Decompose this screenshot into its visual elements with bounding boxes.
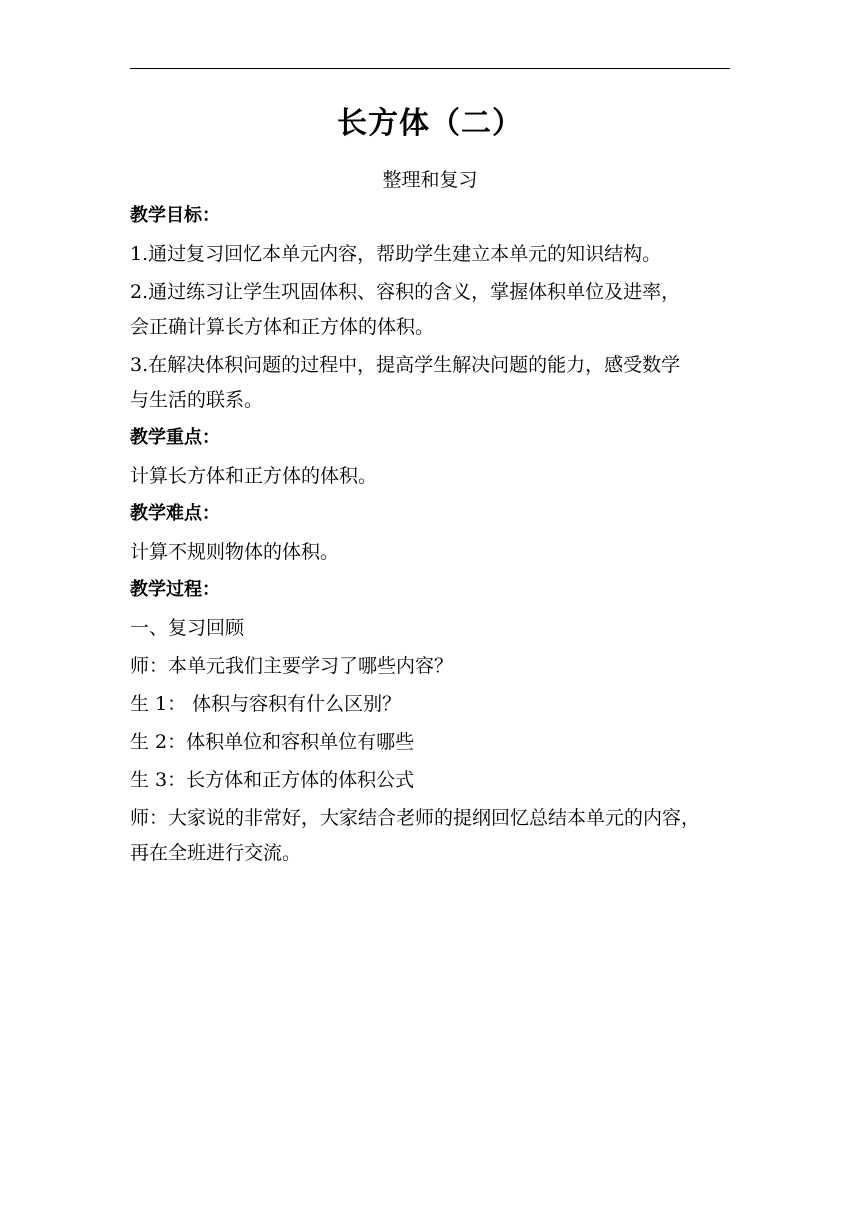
process-heading: 教学过程： xyxy=(130,579,220,600)
page-title: 长方体（二） xyxy=(337,106,523,141)
teacher-line-2b: 再在全班进行交流。 xyxy=(130,842,302,864)
key-points-heading: 教学重点： xyxy=(130,427,220,448)
document-body xyxy=(130,202,740,877)
student-line-2: 生 2：体积单位和容积单位有哪些 xyxy=(130,731,415,753)
objective-3-line-1: 3.在解决体积问题的过程中，提高学生解决问题的能力，感受数学 xyxy=(130,354,681,376)
objective-2-line-1: 2.通过练习让学生巩固体积、容积的含义，掌握体积单位及进率， xyxy=(130,281,681,303)
objective-1: 1.通过复习回忆本单元内容，帮助学生建立本单元的知识结构。 xyxy=(130,243,662,265)
objectives-heading: 教学目标： xyxy=(130,205,220,226)
teacher-line-2a: 师：大家说的非常好，大家结合老师的提纲回忆总结本单元的内容， xyxy=(130,807,701,829)
objective-3-line-2: 与生活的联系。 xyxy=(130,389,264,411)
difficulties-heading: 教学难点： xyxy=(130,503,220,524)
student-line-3: 生 3：长方体和正方体的体积公式 xyxy=(130,769,415,791)
page-subtitle: 整理和复习 xyxy=(382,169,478,191)
header-rule xyxy=(130,68,730,69)
teacher-line-1: 师：本单元我们主要学习了哪些内容？ xyxy=(130,655,454,677)
student-line-1: 生 1： 体积与容积有什么区别？ xyxy=(130,693,402,715)
difficulties-text: 计算不规则物体的体积。 xyxy=(130,541,340,563)
key-points-text: 计算长方体和正方体的体积。 xyxy=(130,465,378,487)
process-part-1: 一、复习回顾 xyxy=(130,617,245,639)
objective-2-line-2: 会正确计算长方体和正方体的体积。 xyxy=(130,316,435,338)
